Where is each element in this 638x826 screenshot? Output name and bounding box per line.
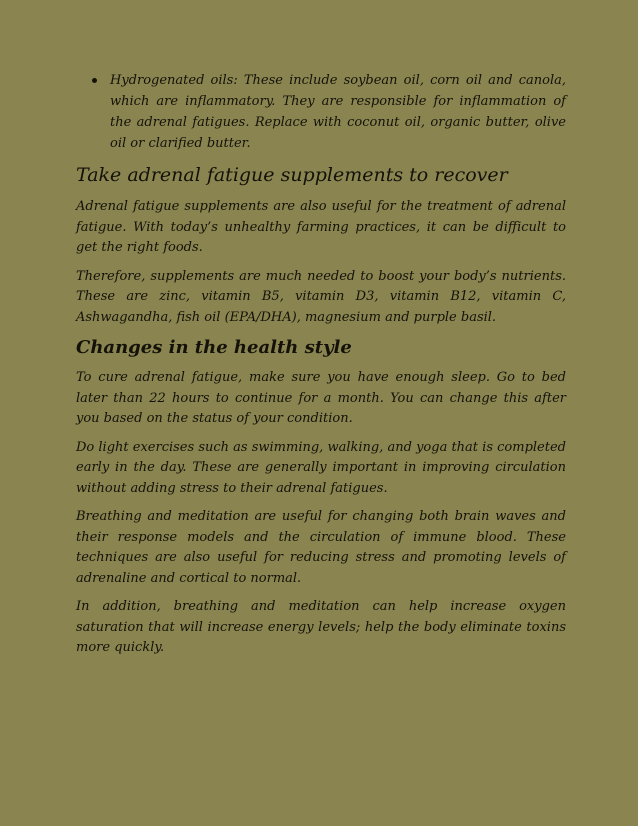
paragraph: Therefore, supplements are much needed to boost your body’s nutrients. These are zinc, vitamin B5, vitamin D3, vitamin B12, vitamin C, Ashwagandha, fish oil (EPA/DHA), magnesium and purple basil. (76, 268, 566, 325)
bullet-list (76, 70, 566, 154)
paragraph: In addition, breathing and meditation can help increase oxygen saturation that will increase energy levels; help the body eliminate toxins more quickly. (76, 599, 566, 655)
section-heading-health-style: Changes in the health style (76, 337, 352, 358)
paragraph: Breathing and meditation are useful for changing both brain waves and their response models and the circulation of immune blood. These techniques are also useful for reducing stress and promoting levels of adrenaline and cortical to normal. (76, 509, 566, 586)
section-heading-supplements: Take adrenal fatigue supplements to recover (76, 164, 508, 186)
paragraph: To cure adrenal fatigue, make sure you have enough sleep. Go to bed later than 22 hours to continue for a month. You can change this after you based on the status of your condition. (76, 370, 566, 426)
paragraph: Adrenal fatigue supplements are also useful for the treatment of adrenal fatigue. With today’s unhealthy farming practices, it can be difficult to get the right foods. (76, 199, 566, 255)
bullet-text: Hydrogenated oils: These include soybean oil, corn oil and canola, which are inflammatory. They are responsible for inflammation of the adrenal fatigues. Replace with coconut oil, organic butter, olive oil or clarified butter. (110, 73, 566, 151)
bullet-dot-icon (92, 78, 97, 83)
document-page (76, 70, 566, 667)
bullet-item-hydrogenated-oils (76, 70, 566, 154)
paragraph: Do light exercises such as swimming, walking, and yoga that is completed early in the day. These are generally important in improving circulation without adding stress to their adrenal fatigues. (76, 439, 566, 496)
